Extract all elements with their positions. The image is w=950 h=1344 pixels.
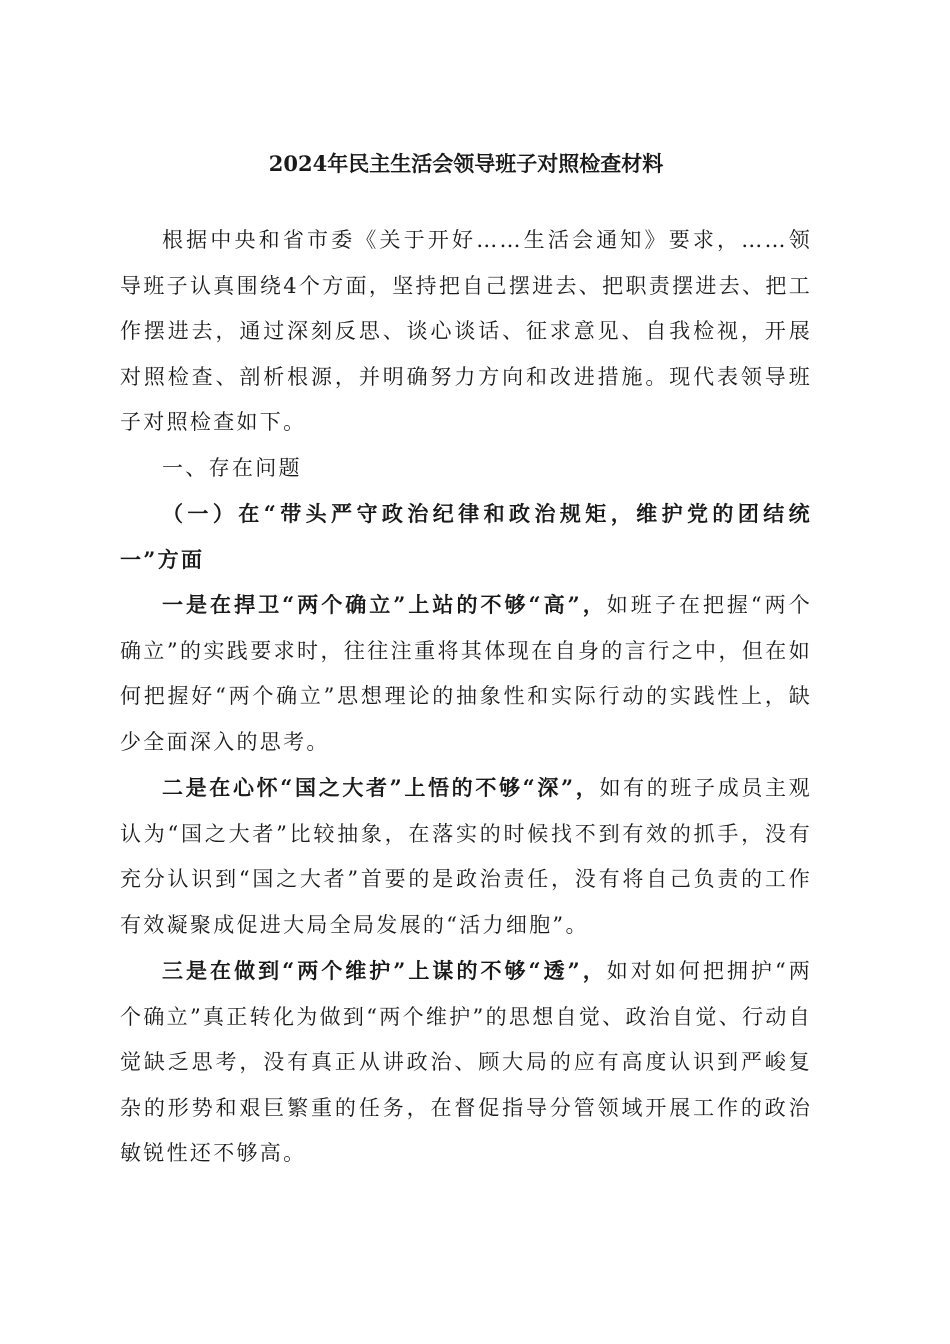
point-body-3: 如对如何把拥护“两个确立”真正转化为做到“两个维护”的思想自觉、政治自觉、行动自觉缺乏思考，没有真正从讲政治、顾大局的应有高度认识到严峻复杂的形势和艰巨繁重的任务，在督促指导分管领域开展工作的政治敏锐性还不够高。 — [120, 959, 812, 1165]
intro-paragraph: 根据中央和省市委《关于开好……生活会通知》要求，……领导班子认真围绕4个方面，坚持把自己摆进去、把职责摆进去、把工作摆进去，通过深刻反思、谈心谈话、征求意见、自我检视，开展对照检查、剖析根源，并明确努力方向和改进措施。现代表领导班子对照检查如下。 — [120, 228, 812, 434]
point-lead-1: 一是在捍卫“两个确立”上站的不够“高”， — [162, 592, 607, 617]
point-body-2: 如有的班子成员主观认为“国之大者”比较抽象，在落实的时候找不到有效的抓手，没有充分认识到“国之大者”首要的是政治责任，没有将自己负责的工作有效凝聚成促进大局全局发展的“活力细胞”。 — [120, 776, 812, 937]
subsection-heading-political-discipline: （一）在“带头严守政治纪律和政治规矩，维护党的团结统一”方面 — [120, 501, 812, 572]
section-heading-problems: 一、存在问题 — [162, 455, 302, 480]
document-title: 2024年民主生活会领导班子对照检查材料 — [268, 151, 664, 176]
point-lead-3: 三是在做到“两个维护”上谋的不够“透”， — [162, 958, 607, 983]
point-paragraph-1 — [120, 582, 812, 765]
point-lead-2: 二是在心怀“国之大者”上悟的不够“深”， — [162, 775, 600, 800]
point-paragraph-3 — [120, 948, 812, 1177]
point-body-1: 如班子在把握“两个确立”的实践要求时，往往注重将其体现在自身的言行之中，但在如何把握好“两个确立”思想理论的抽象性和实际行动的实践性上，缺少全面深入的思考。 — [120, 593, 812, 754]
point-paragraph-2 — [120, 765, 812, 948]
